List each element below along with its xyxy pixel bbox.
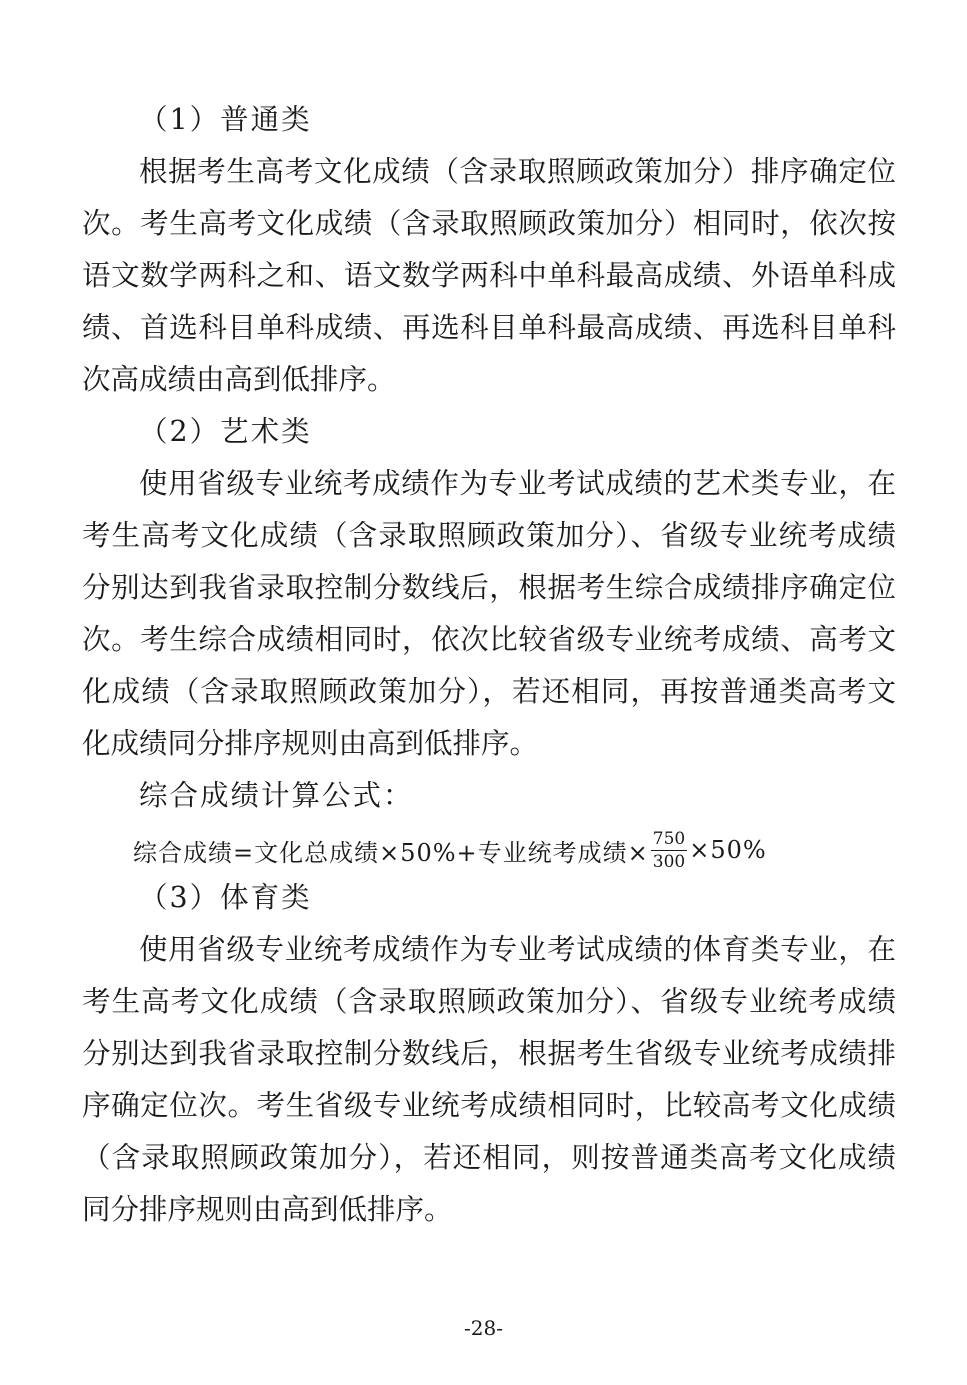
formula-text-right: ×50% <box>689 836 767 864</box>
section-heading-general: （1）普通类 <box>139 103 312 136</box>
paragraph-line: 考生高考文化成绩（含录取照顾政策加分）、省级专业统考成绩 <box>82 519 896 552</box>
paragraph-line: 化成绩同分排序规则由高到低排序。 <box>82 727 539 760</box>
paragraph-line: 根据考生高考文化成绩（含录取照顾政策加分）排序确定位 <box>139 155 896 188</box>
paragraph-line: 使用省级专业统考成绩作为专业考试成绩的艺术类专业，在 <box>139 467 896 500</box>
paragraph-line: 使用省级专业统考成绩作为专业考试成绩的体育类专业，在 <box>139 933 896 966</box>
fraction-denominator: 300 <box>652 851 686 872</box>
section-heading-sports: （3）体育类 <box>139 881 312 914</box>
paragraph-line: 分别达到我省录取控制分数线后，根据考生省级专业统考成绩排 <box>82 1037 896 1070</box>
paragraph-line: 次。考生高考文化成绩（含录取照顾政策加分）相同时，依次按 <box>82 207 896 240</box>
paragraph-line: 绩、首选科目单科成绩、再选科目单科最高成绩、再选科目单科 <box>82 311 896 344</box>
formula-fraction <box>651 829 687 872</box>
formula-label: 综合成绩计算公式： <box>139 779 414 812</box>
paragraph-line: 次。考生综合成绩相同时，依次比较省级专业统考成绩、高考文 <box>82 623 896 656</box>
page-number: -28- <box>464 1316 503 1340</box>
paragraph-line: 分别达到我省录取控制分数线后，根据考生综合成绩排序确定位 <box>82 571 896 604</box>
paragraph-line: 同分排序规则由高到低排序。 <box>82 1193 453 1226</box>
paragraph-line: 次高成绩由高到低排序。 <box>82 363 396 396</box>
formula-text-left: 综合成绩=文化总成绩×50%+专业统考成绩× <box>133 838 649 867</box>
paragraph-line: 语文数学两科之和、语文数学两科中单科最高成绩、外语单科成 <box>82 259 896 292</box>
paragraph-line: 考生高考文化成绩（含录取照顾政策加分）、省级专业统考成绩 <box>82 985 896 1018</box>
paragraph-line: 化成绩（含录取照顾政策加分），若还相同，再按普通类高考文 <box>82 675 896 708</box>
section-heading-art: （2）艺术类 <box>139 415 312 448</box>
composite-score-formula <box>133 822 767 878</box>
paragraph-line: 序确定位次。考生省级专业统考成绩相同时，比较高考文化成绩 <box>82 1089 896 1122</box>
paragraph-line: （含录取照顾政策加分），若还相同，则按普通类高考文化成绩 <box>82 1141 896 1174</box>
fraction-numerator: 750 <box>652 828 686 849</box>
